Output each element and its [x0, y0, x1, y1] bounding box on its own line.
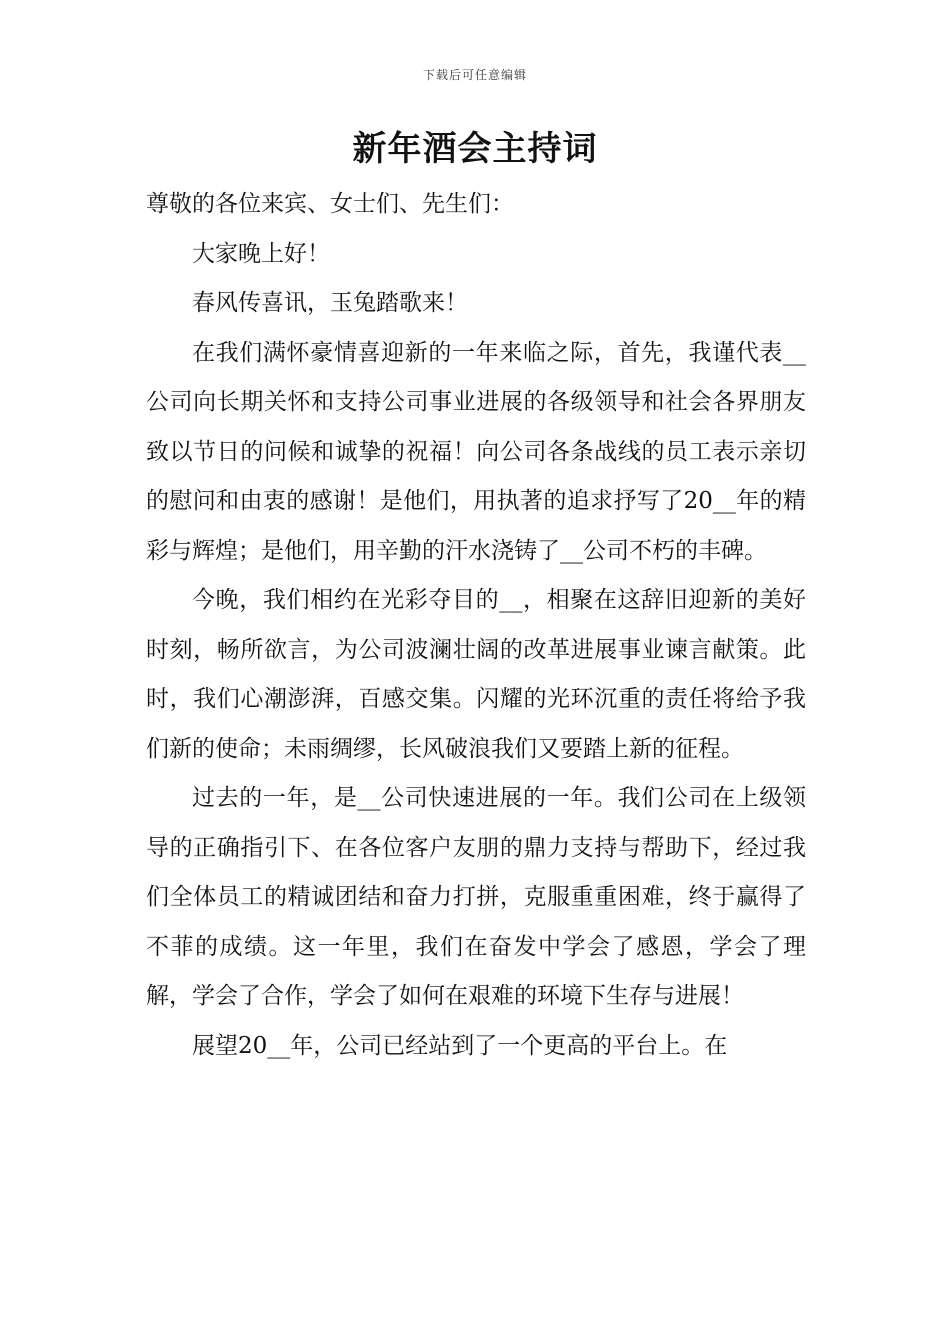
document-body: [146, 180, 806, 1071]
body-paragraph: 在我们满怀豪情喜迎新的一年来临之际，首先，我谨代表__公司向长期关怀和支持公司事业进展的各级领导和社会各界朋友致以节日的问候和诚挚的祝福！向公司各条战线的员工表示亲切的慰问和由衷的感谢！是他们，用执著的追求抒写了20__年的精彩与辉煌；是他们，用辛勤的汗水浇铸了__公司不朽的丰碑。: [146, 339, 806, 564]
greeting-paragraph: 大家晚上好！: [192, 240, 330, 267]
salutation-paragraph: 尊敬的各位来宾、女士们、先生们：: [146, 191, 514, 217]
body-paragraph: 过去的一年，是__公司快速进展的一年。我们公司在上级领导的正确指引下、在各位客户友朋的鼎力支持与帮助下，经过我们全体员工的精诚团结和奋力打拼，克服重重困难，终于赢得了不菲的成绩。这一年里，我们在奋发中学会了感恩，学会了理解，学会了合作，学会了如何在艰难的环境下生存与进展！: [146, 785, 806, 1009]
body-paragraph: 展望20__年，公司已经站到了一个更高的平台上。在: [192, 1032, 728, 1059]
body-paragraph: 今晚，我们相约在光彩夺目的__，相聚在这辞旧迎新的美好时刻，畅所欲言，为公司波澜壮阔的改革进展事业谏言献策。此时，我们心潮澎湃，百感交集。闪耀的光环沉重的责任将给予我们新的使命；未雨绸缪，长风破浪我们又要踏上新的征程。: [146, 587, 806, 762]
opening-line-paragraph: 春风传喜讯，玉兔踏歌来！: [192, 290, 468, 316]
header-note: 下载后可任意编辑: [422, 68, 527, 82]
document-title: 新年酒会主持词: [352, 129, 598, 169]
